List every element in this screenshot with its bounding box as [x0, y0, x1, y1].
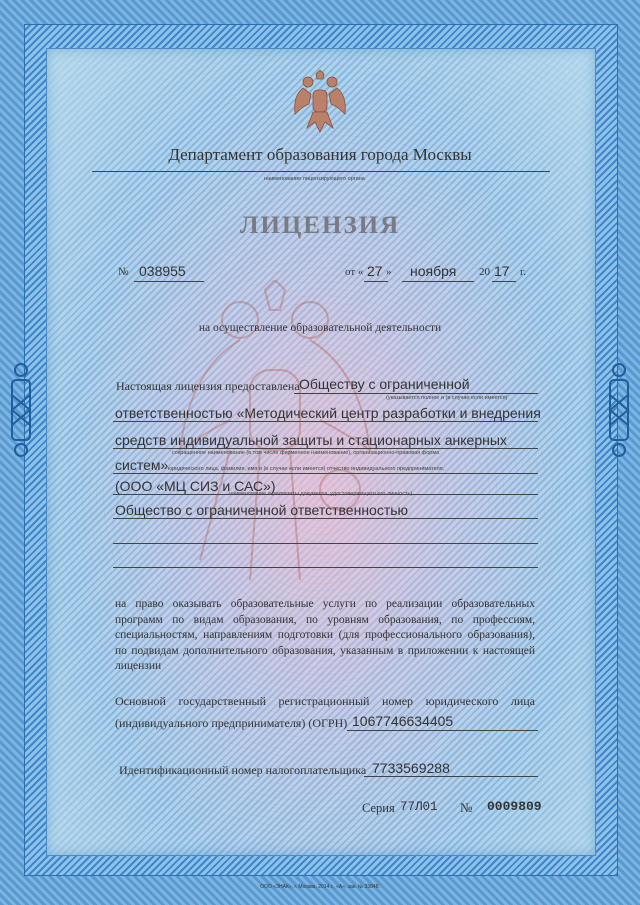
holder-line-4: систем» [115, 457, 169, 473]
activity-type: на осуществление образовательной деятельности [198, 322, 442, 334]
license-number: 038955 [139, 263, 186, 279]
printer-footer: ООО «ЗНАК», г. Москва, 2014 г., «А», зак. № 33848. [260, 884, 380, 890]
ogrn-value: 1067746634405 [352, 713, 454, 729]
holder-line-3: средств индивидуальной защиты и стационарных анкерных [115, 432, 507, 448]
series-value: 77Л01 [400, 800, 438, 814]
series-label: Серия [362, 801, 395, 815]
holder-caption-4: наименование и реквизиты документа, удостоверяющего его личность) [229, 491, 413, 497]
date-prefix: от « [345, 266, 364, 278]
ogrn-label-1: Основной государственный регистрационный номер юридического лица [115, 694, 535, 708]
date-year: 17 [494, 263, 510, 279]
authority-caption: наименование лицензирующего органа [264, 176, 365, 182]
holder-caption-2: сокращенное наименование (в том числе фирменное наименование), организационно-правовая форма [172, 450, 440, 456]
inn-value: 7733569288 [372, 760, 450, 776]
holder-caption-3: юридического лица, фамилия, имя и (в случае если имеется) отчество индивидуального предпринимателя, [168, 466, 445, 472]
holder-caption-1: (указывается полное и (в случае если имеется) [386, 395, 508, 401]
granted-to-label: Настоящая лицензия предоставлена [116, 379, 300, 393]
rights-text: на право оказывать образовательные услуги по реализации образовательных программ по видам образования, по уровням образования, по профессиям, специальностям, направлениям подготовки (для профессионального образования), по подвидам дополнительного образования, указанным в приложении к настоящей лицензии [115, 598, 535, 672]
date-month: ноября [410, 263, 457, 279]
knot-ornament-icon [8, 350, 34, 470]
knot-ornament-icon [606, 350, 632, 470]
date-year-prefix: 20 [479, 266, 490, 278]
date-close: » [386, 266, 392, 278]
coat-of-arms-icon [291, 70, 349, 134]
number-label: № [118, 266, 129, 278]
holder-line-6: Общество с ограниченной ответственностью [115, 502, 409, 518]
licensing-authority: Департамент образования города Москвы [168, 145, 472, 164]
holder-line-1: Обществу с ограниченной [299, 376, 470, 392]
series-number: 0009809 [487, 799, 542, 814]
document-title: ЛИЦЕНЗИЯ [239, 212, 401, 239]
inn-label: Идентификационный номер налогоплательщика [119, 763, 367, 777]
holder-line-2: ответственностью «Методический центр разработки и внедрения [115, 405, 541, 421]
ogrn-label-2: (индивидуального предпринимателя) (ОГРН) [115, 716, 348, 730]
date-year-suffix: г. [520, 266, 527, 278]
holder-line-5: (ООО «МЦ СИЗ и САС») [115, 478, 276, 494]
series-number-label: № [460, 800, 473, 815]
date-day: 27 [367, 263, 383, 279]
